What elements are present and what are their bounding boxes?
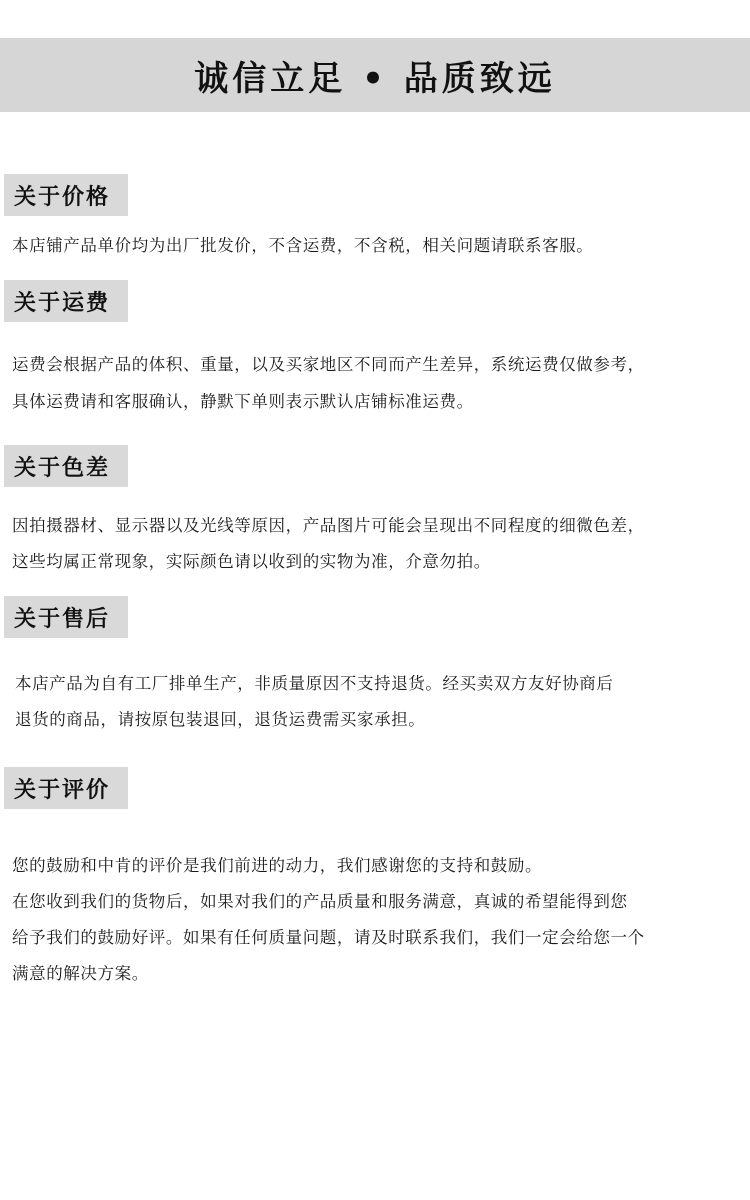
section-text-reviews [12, 848, 742, 992]
section-label-reviews: 关于评价 [4, 767, 128, 809]
section-label-shipping: 关于运费 [4, 280, 128, 322]
section-label-color: 关于色差 [4, 445, 128, 487]
banner-title: 诚信立足 • 品质致远 [194, 58, 556, 99]
section-text-price [12, 234, 742, 258]
text-line: 给予我们的鼓励好评。如果有任何质量问题，请及时联系我们，我们一定会给您一个 [12, 928, 645, 947]
header-banner [0, 38, 750, 112]
text-line: 运费会根据产品的体积、重量，以及买家地区不同而产生差异，系统运费仅做参考， [12, 355, 645, 374]
text-line: 因拍摄器材、显示器以及光线等原因，产品图片可能会呈现出不同程度的细微色差， [12, 516, 645, 535]
section-label-after-sales: 关于售后 [4, 596, 128, 638]
text-line: 本店铺产品单价均为出厂批发价，不含运费，不含税，相关问题请联系客服。 [12, 236, 594, 255]
section-label-price: 关于价格 [4, 174, 128, 216]
text-line: 具体运费请和客服确认，静默下单则表示默认店铺标准运费。 [12, 392, 474, 411]
text-line: 退货的商品，请按原包装退回，退货运费需买家承担。 [15, 710, 426, 729]
text-line: 这些均属正常现象，实际颜色请以收到的实物为准，介意勿拍。 [12, 552, 491, 571]
text-line: 在您收到我们的货物后，如果对我们的产品质量和服务满意，真诚的希望能得到您 [12, 892, 628, 911]
section-text-color [12, 508, 742, 580]
section-text-shipping [12, 346, 742, 420]
text-line: 本店产品为自有工厂排单生产，非质量原因不支持退货。经买卖双方友好协商后 [15, 674, 614, 693]
section-text-after-sales [15, 666, 745, 738]
text-line: 满意的解决方案。 [12, 964, 149, 983]
text-line: 您的鼓励和中肯的评价是我们前进的动力，我们感谢您的支持和鼓励。 [12, 856, 543, 875]
